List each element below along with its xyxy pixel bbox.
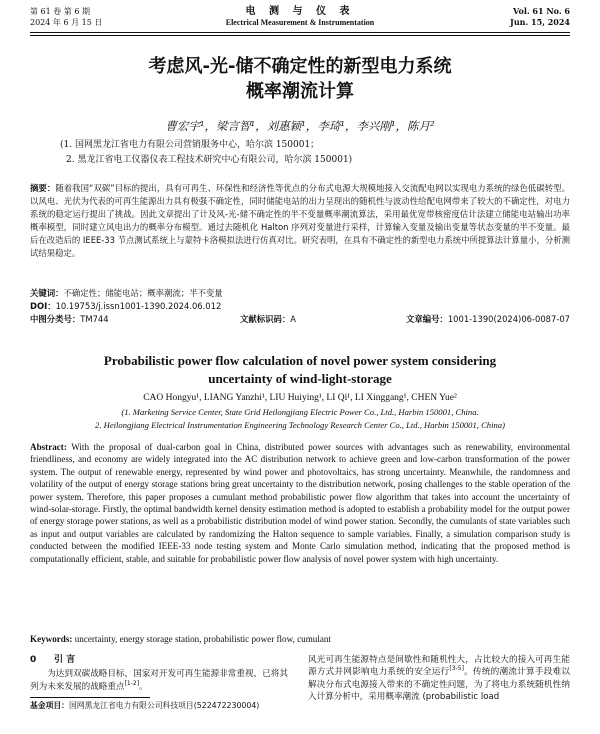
doi-row — [30, 300, 570, 313]
citation-ref: [1-2] — [124, 679, 140, 687]
doc-code-label: 文献标识码： — [240, 314, 291, 324]
title-cn-line-2: 概率潮流计算 — [246, 81, 354, 102]
volume-issue-cn: 第 61 卷 第 6 期 — [30, 7, 90, 16]
affiliation-cn-1: (1. 国网黑龙江省电力有限公司营销服务中心，哈尔滨 150001； — [60, 140, 320, 150]
header-rule-thick — [30, 32, 570, 33]
doc-code-value: A — [290, 314, 296, 324]
title-en-line-1: Probabilistic power flow calculation of novel power system considering — [103, 353, 497, 368]
section-number: 0 — [30, 655, 37, 665]
affiliation-cn-2: 2. 黑龙江省电工仪器仪表工程技术研究中心有限公司，哈尔滨 150001) — [66, 155, 353, 165]
abstract-cn-text: 随着我国“双碳”目标的提出，具有可再生、环保性和经济性等优点的分布式电源大规模地接入交流配电网以实现电力系统的绿色低碳转型。以风电、光伏为代表的可再生能源出力具有极强不确定性，同时储能电站的出力呈现出的随机性与波动性给配电网带来了较大的不确定性，对电力系统的稳定运行提出了挑战。因此文章提出了计及风-光-储不确定性的半不变量概率潮流算法，采用最优宽带核密度估计法建立储能电站输出功率概率模型，同时建立风电出力的概率分布模型。通过去随机化 Halton 序列对变量进行采样，计算输入变量及输出变量等状态变量的半不变量。最后在改造后的 IEEE-33 节点测试系统上与蒙特卡洛模拟法进行仿真对比。研究表明，在具有不确定性的新型电力系统中所提算法计算量小，分析测试结果稳定。 — [30, 183, 571, 259]
keywords-cn-row — [30, 287, 570, 300]
journal-name-en: Electrical Measurement & Instrumentation — [225, 18, 375, 27]
doi-value: 10.19753/j.issn1001-1390.2024.06.012 — [55, 301, 222, 311]
funding-footnote — [30, 700, 288, 711]
abstract-en — [30, 441, 570, 565]
abstract-en-label: Abstract: — [30, 442, 67, 452]
intro-right-column — [308, 654, 570, 704]
header-rule-thin — [30, 35, 570, 36]
paper-title-cn — [30, 54, 570, 104]
fund-text: 国网黑龙江省电力有限公司科技项目(522472230004) — [68, 701, 260, 710]
keywords-en-row — [30, 633, 570, 645]
abstract-en-text: With the proposal of dual-carbon goal in China, distributed power sources with advantages such as renewability, environmental friendliness, and economy are widely integrated into the AC distribution network to achieve green and low-carbon transformation of the power system. The output of renewable energy, represented by wind power and photovoltaics, has strong uncertainty. Meanwhile, the randomness and volatility of the output of energy storage stations bring great uncertainty to the distribution network, posing challenges to the stable operation of the power system. Therefore, this paper proposes a cumulant method probabilistic power flow algorithm that takes into account the uncertainty of wind-solar-storage. Firstly, the optimal bandwidth kernel density estimation method is adopted to establish a probability model for the output power of energy storage power stations, as well as a probabilistic distribution model of wind power station. Secondly, the cumulants of state variables such as input and output variables are calculated by randomizing the Halton sequence to sample variables. Finally, a simulation comparison study is conducted between the modified IEEE-33 node testing system and Monte Carlo simulation method, indicating that the proposed method is computationally efficient, stable, and suitable for probabilistic power flow analysis of novel power system with high uncertainty. — [30, 442, 570, 564]
intro-paragraph-left: 为达到双碳战略目标，国家对开发可再生能源非常重视，已将其列为未来发展的战略重点[1-2]。 — [30, 669, 288, 692]
authors-en: CAO Hongyu¹, LIANG Yanzhi¹, LIU Huiying¹, LI Qi¹, LI Xinggang¹, CHEN Yue² — [143, 393, 457, 403]
intro-paragraph-right: 风光可再生能源特点是间歇性和随机性大，占比较大的接入可再生能源方式并网影响电力系统的安全运行[3-5]。传统的潮流计算手段难以解决分布式电源接入带来的不确定性问题，为了将电力系统随机性纳入计算分析中，采用概率潮流 (probabilistic load — [308, 655, 570, 703]
section-title: 引 言 — [54, 655, 76, 665]
affiliation-en-2: 2. Heilongjiang Electrical Instrumentation Engineering Technology Research Center Co., Ltd., Harbin 150001, China) — [95, 419, 505, 430]
journal-name-cn: 电 测 与 仪 表 — [245, 6, 355, 17]
keywords-en-label: Keywords: — [30, 634, 73, 644]
abstract-cn — [30, 182, 570, 261]
header-center — [30, 6, 570, 28]
affiliations-cn — [60, 138, 540, 168]
section-heading — [30, 654, 288, 666]
abstract-cn-label: 摘要： — [30, 183, 56, 193]
classification-row — [30, 313, 570, 326]
affiliations-en — [30, 406, 570, 431]
volume-issue-en: Vol. 61 No. 6 — [513, 6, 570, 16]
article-no-label: 文章编号： — [405, 314, 448, 324]
journal-header — [30, 6, 570, 32]
keywords-cn-label: 关键词： — [30, 288, 64, 298]
keywords-cn: 不确定性；储能电站；概率潮流；半不变量 — [63, 288, 223, 298]
fund-label: 基金项目： — [30, 701, 69, 710]
footnote-rule — [30, 697, 150, 698]
title-en-line-2: uncertainty of wind-light-storage — [208, 371, 392, 386]
clc-value: TM744 — [80, 314, 109, 324]
affiliation-en-1: (1. Marketing Service Center, State Grid Heilongjiang Electric Power Co., Ltd., Harbin 150001, China. — [121, 407, 479, 417]
title-cn-line-1: 考虑风-光-储不确定性的新型电力系统 — [148, 56, 452, 77]
keywords-en: uncertainty, energy storage station, probabilistic power flow, cumulant — [74, 634, 331, 644]
citation-ref: [3-5] — [449, 665, 464, 673]
article-no-value: 1001-1390(2024)06-0087-07 — [447, 314, 570, 324]
date-cn: 2024 年 6 月 15 日 — [30, 18, 103, 27]
doi-label: DOI： — [30, 301, 56, 311]
clc-label: 中图分类号： — [30, 314, 81, 324]
paper-title-en — [40, 352, 560, 388]
date-en: Jun. 15, 2024 — [510, 17, 570, 27]
header-right — [510, 6, 570, 28]
intro-left-column — [30, 654, 288, 693]
authors-cn: 曹宏宇¹，梁言智¹，刘惠颖¹，李琦¹，李兴刚¹，陈月² — [165, 119, 435, 133]
